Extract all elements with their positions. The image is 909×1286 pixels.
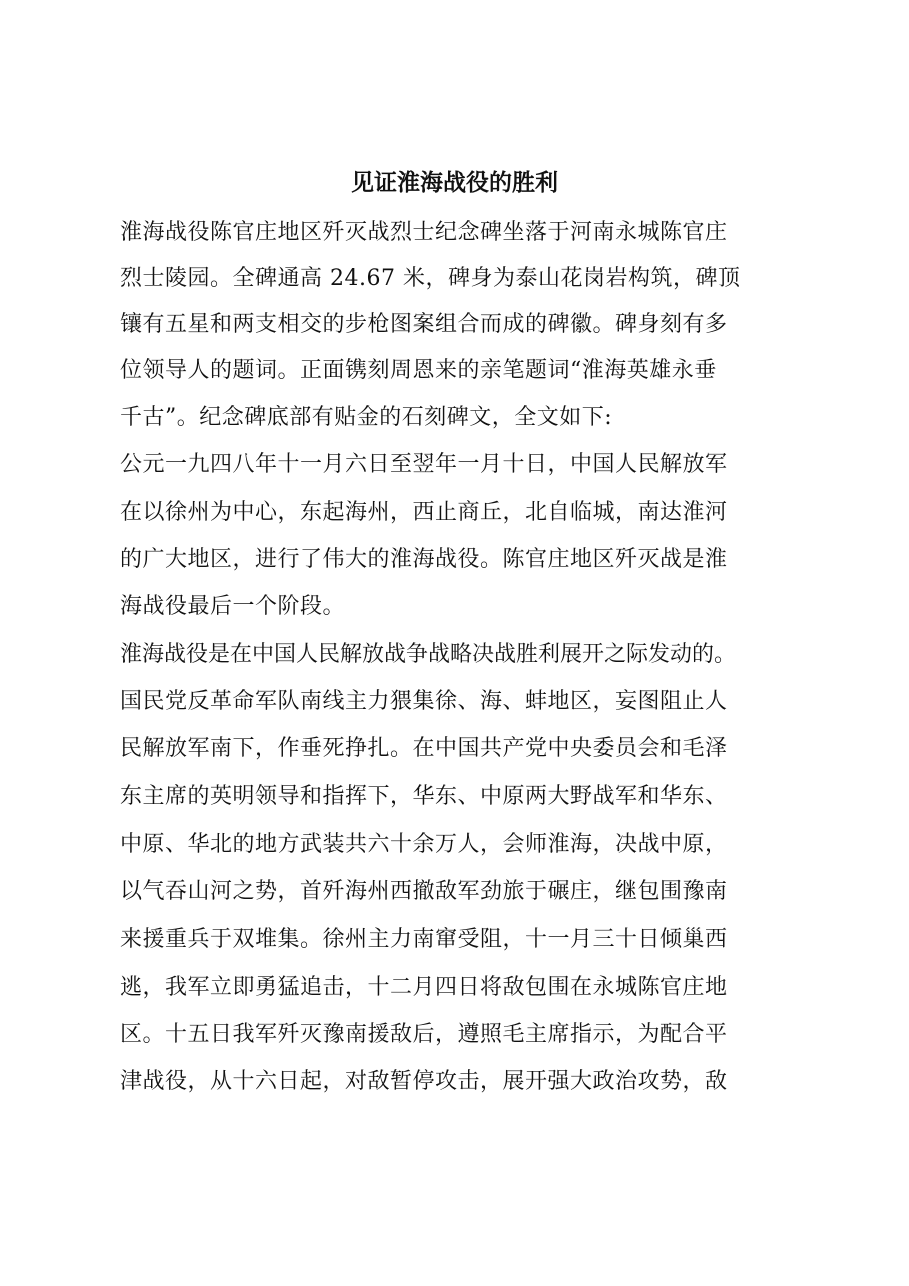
body-text-line: 津战役，从十六日起，对敌暂停攻击，展开强大政治攻势，敌	[120, 1069, 728, 1094]
body-text-line: 东主席的英明领导和指挥下，华东、中原两大野战军和华东、	[120, 784, 728, 809]
body-text-line: 来援重兵于双堆集。徐州主力南窜受阻，十一月三十日倾巢西	[120, 927, 728, 952]
body-text-line: 淮海战役是在中国人民解放战争战略决战胜利展开之际发动的。	[120, 642, 737, 667]
body-text-line: 区。十五日我军歼灭豫南援敌后，遵照毛主席指示，为配合平	[120, 1022, 728, 1047]
body-text-line: 公元一九四八年十一月六日至翌年一月十日，中国人民解放军	[120, 452, 728, 477]
body-text-line: 千古”。纪念碑底部有贴金的石刻碑文，全文如下:	[120, 405, 613, 430]
body-text-line: 逃，我军立即勇猛追击，十二月四日将敌包围在永城陈官庄地	[120, 975, 728, 1000]
body-text-line: 位领导人的题词。正面镌刻周恩来的亲笔题词“淮海英雄永垂	[120, 358, 717, 383]
body-text-line: 国民党反革命军队南线主力猥集徐、海、蚌地区，妄图阻止人	[120, 689, 728, 714]
body-text-line: 的广大地区，进行了伟大的淮海战役。陈官庄地区歼灭战是淮	[120, 547, 728, 572]
body-text-line: 镶有五星和两支相交的步枪图案组合而成的碑徽。碑身刻有多	[120, 312, 728, 337]
body-text-line: 民解放军南下，作垂死挣扎。在中国共产党中央委员会和毛泽	[120, 736, 728, 761]
body-text-line: 淮海战役陈官庄地区歼灭战烈士纪念碑坐落于河南永城陈官庄	[120, 220, 728, 245]
body-text-line: 在以徐州为中心，东起海州，西止商丘，北自临城，南达淮河	[120, 500, 728, 525]
body-text-line: 以气吞山河之势，首歼海州西撤敌军劲旅于碾庄，继包围豫南	[120, 879, 728, 904]
body-text-line: 海战役最后一个阶段。	[120, 594, 346, 619]
document-title: 见证淮海战役的胜利	[351, 169, 558, 196]
body-text-line: 中原、华北的地方武装共六十余万人，会师淮海，决战中原，	[120, 832, 728, 857]
body-text-line: 烈士陵园。全碑通高 24.67 米，碑身为泰山花岗岩构筑，碑顶	[120, 266, 741, 291]
